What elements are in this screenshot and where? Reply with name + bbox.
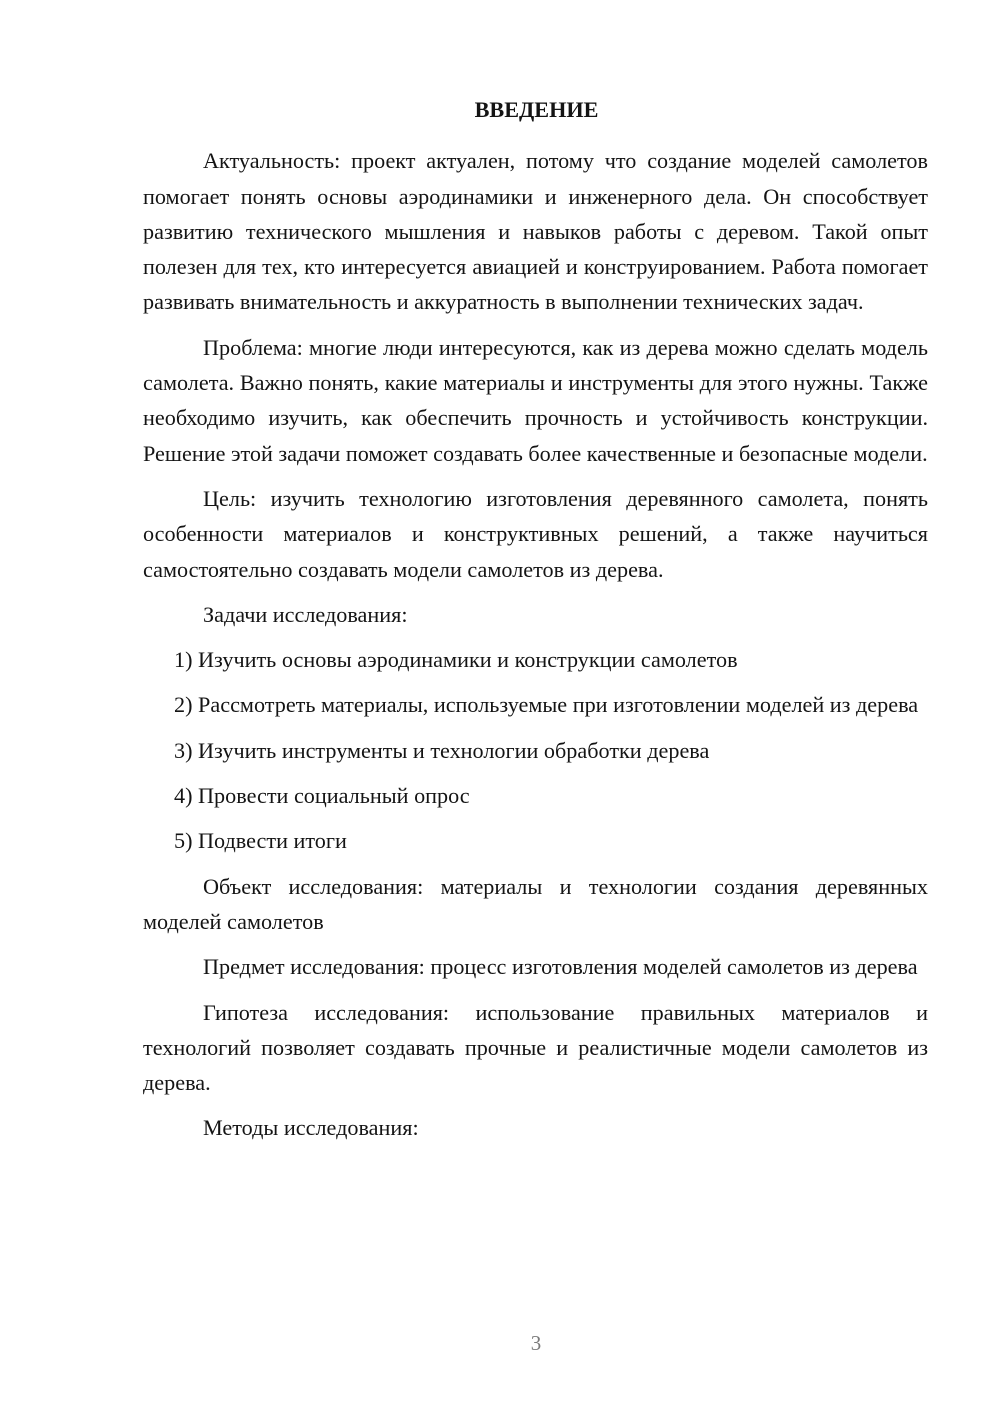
methods-title: Методы исследования: (203, 1115, 419, 1141)
page-content (143, 92, 928, 1156)
subject-paragraph: Предмет исследования: процесс изготовления моделей самолетов из дерева (203, 954, 918, 980)
tasks-title: Задачи исследования: (203, 601, 408, 627)
task-item-3: 3) Изучить инструменты и технологии обработки дерева (174, 737, 710, 763)
problem-paragraph: Проблема: многие люди интересуются, как из дерева можно сделать модель самолета. Важно понять, какие материалы и инструменты для этого нужны. Также необходимо изучить, как обеспечить прочность и устойчивость конструкции. Решение этой задачи поможет создавать более качественные и безопасные модели. (143, 334, 928, 466)
page-number: 3 (530, 1331, 542, 1355)
task-item-5: 5) Подвести итоги (174, 828, 347, 854)
goal-paragraph: Цель: изучить технологию изготовления деревянного самолета, понять особенности материалов и конструктивных решений, а также научиться самостоятельно создавать модели самолетов из дерева. (143, 485, 928, 582)
object-paragraph: Объект исследования: материалы и технологии создания деревянных моделей самолетов (143, 873, 928, 934)
task-item-1: 1) Изучить основы аэродинамики и конструкции самолетов (174, 647, 738, 673)
task-item-4: 4) Провести социальный опрос (174, 783, 470, 809)
relevance-paragraph: Актуальность: проект актуален, потому что создание моделей самолетов помогает понять основы аэродинамики и инженерного дела. Он способствует развитию технического мышления и навыков работы с деревом. Такой опыт полезен для тех, кто интересуется авиацией и конструированием. Работа помогает развивать внимательность и аккуратность в выполнении технических задач. (143, 148, 928, 315)
task-item-2: 2) Рассмотреть материалы, используемые при изготовлении моделей из дерева (174, 692, 919, 718)
hypothesis-paragraph: Гипотеза исследования: использование правильных материалов и технологий позволяет создавать прочные и реалистичные модели самолетов из дерева. (143, 999, 928, 1096)
section-heading: ВВЕДЕНИЕ (474, 97, 599, 122)
